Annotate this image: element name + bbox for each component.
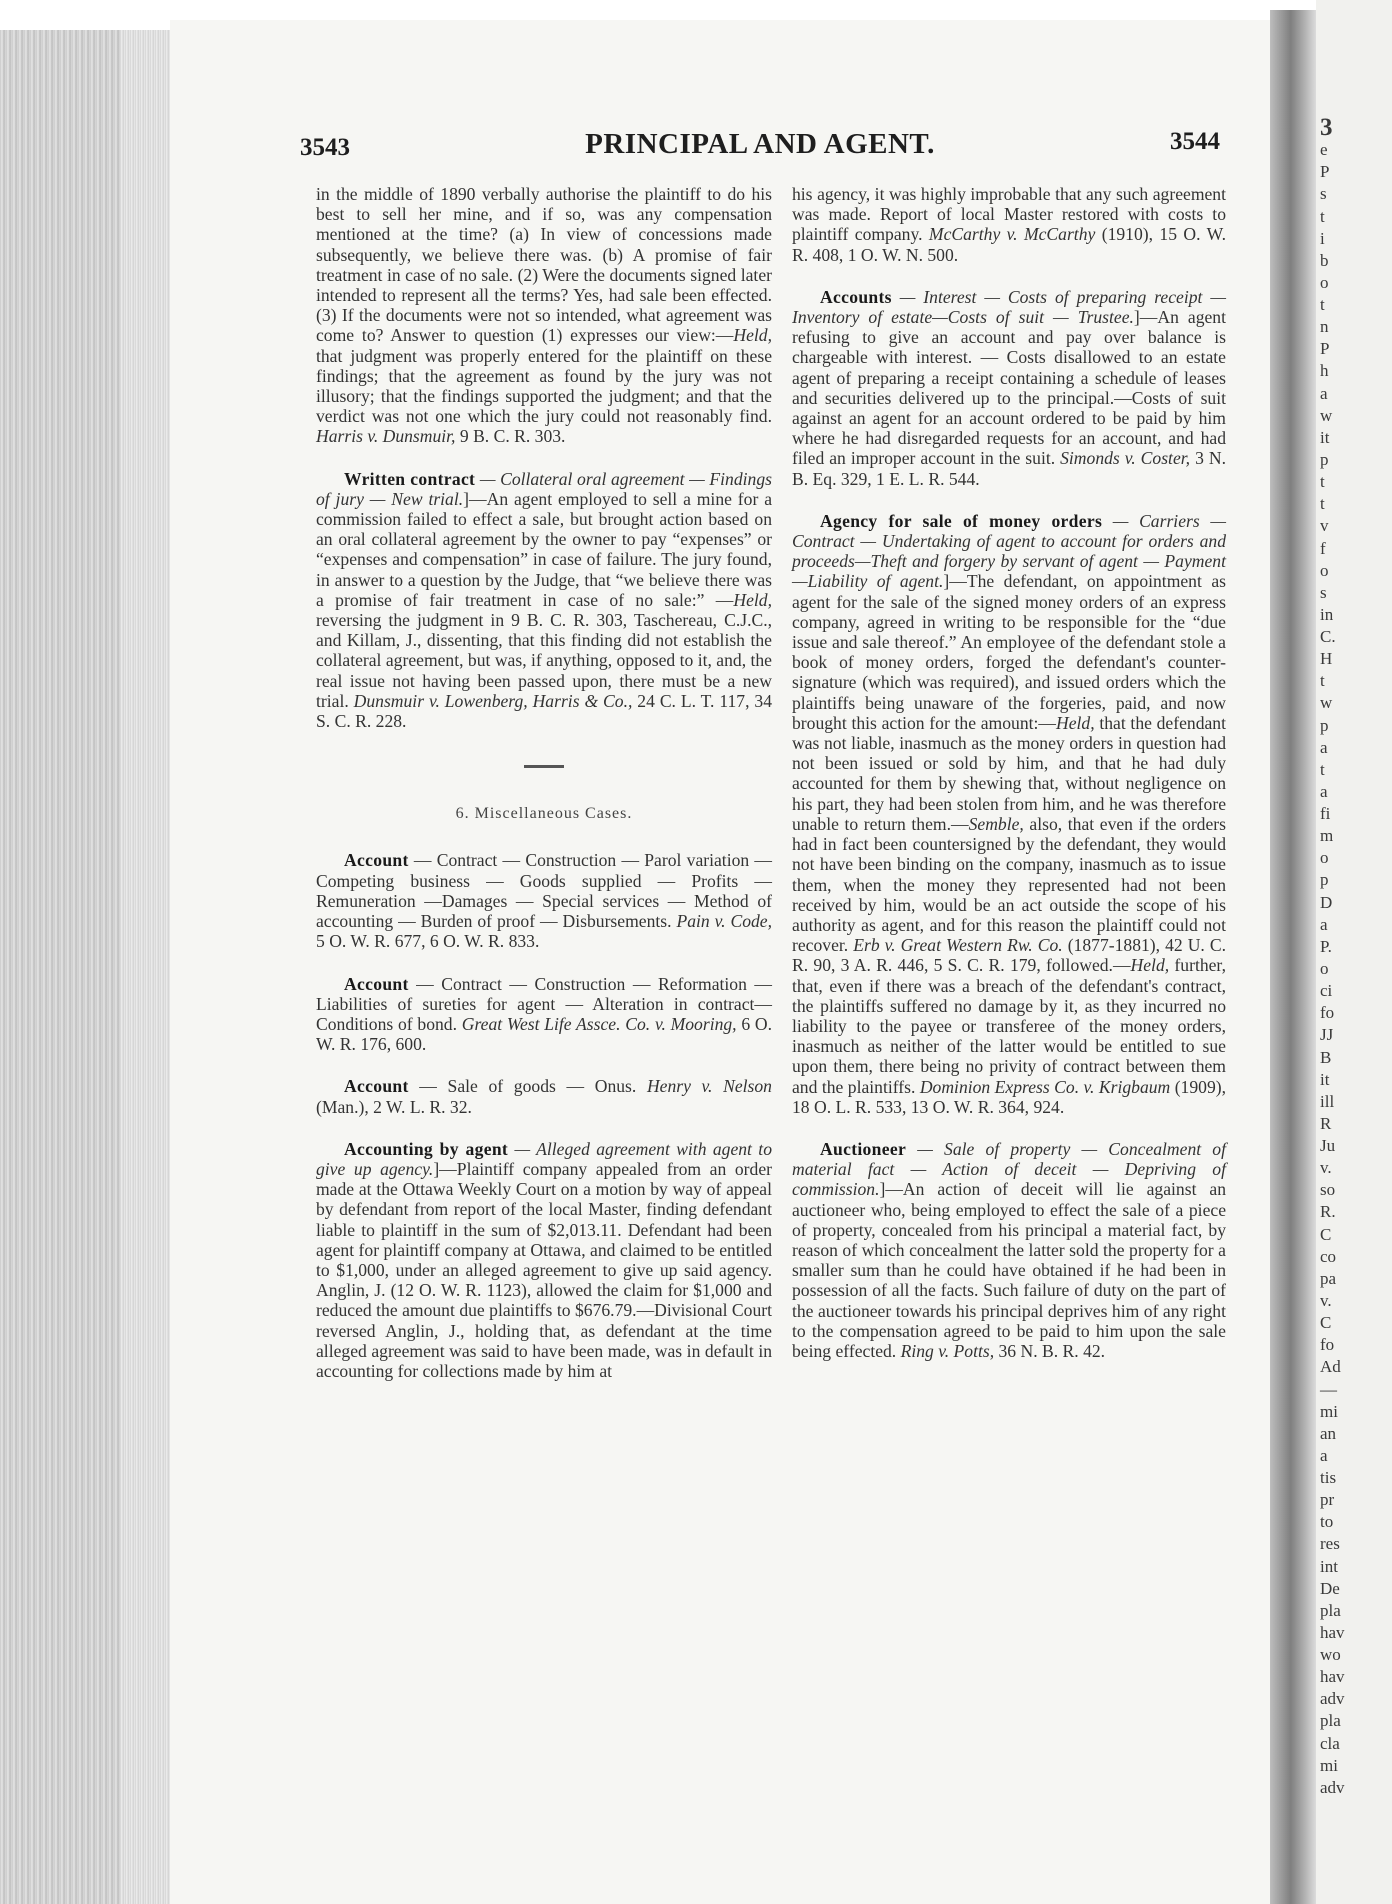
facing-page-text-fragment: o [1320,561,1329,580]
facing-page-text-fragment: tis [1320,1468,1337,1487]
entry-agency-money-orders: Agency for sale of money orders — Carriers — Contract — Undertaking of agent to account for orders and proceeds—Theft and forgery by servant of agent — Payment —Liability of agent.]—The defendant, on appointment as agent for the sale of the signed money orders of an express company, agreed in writing to be responsible for the “due issue and sale thereof.” An employee of the defendant stole a book of money orders, forged the defendant's counter-signature (which was required), and issued orders which the plaintiffs being unaware of the forgeries, paid, and now brought this action for the amount:—Held, that the defendant was not liable, inasmuch as the money orders in question had not been issued or sold by him, and that he had duly accounted for them by shewing that, without negligence on his part, they had been stolen from him, and he was therefore unable to return them.—Semble, also, that even if the orders had in fact been countersigned by the defendant, they would not have been binding on the company, inasmuch as to issue them, when the money they represented had not been received by him, would be an act outside the scope of his authority as agent, and for this reason the plaintiff could not recover. Erb v. Great Western Rw. Co. (1877-1881), 42 U. C. R. 90, 3 A. R. 446, 5 S. C. R. 179, followed.—Held, further, that, even if there was a breach of the defendant's contract, the plaintiffs suffered no damage by it, as they incurred no liability to the payee or transferee of the money orders, inasmuch as neither of the latter would be entitled to sue upon them, there being no privity of contract between them and the plaintiffs. Dominion Express Co. v. Krigbaum (1909), 18 O. L. R. 533, 13 O. W. R. 364, 924. [792,510,1226,1117]
facing-page-text-fragment: ill [1320,1092,1335,1111]
facing-page-text-fragment: res [1320,1534,1340,1553]
entry-auctioneer: Auctioneer — Sale of property — Concealment of material fact — Action of deceit — Depriving of commission.]—An action of deceit will lie against an auctioneer who, being employed to effect the sale of a piece of property, concealed from his principal a material fact, by reason of which concealment the latter sold the property for a smaller sum than he could have obtained if he had been in possession of all the facts. Such failure of duty on the part of the auctioneer towards his principal deprives him of any right to the compensation agreed to be paid to him upon the sale being effected. Ring v. Potts, 36 N. B. R. 42. [792,1138,1226,1361]
facing-page-text-fragment: H [1320,649,1333,668]
facing-page-text-fragment: t [1320,494,1325,513]
facing-page-text-fragment: wo [1320,1645,1341,1664]
facing-page-text-fragment: int [1320,1557,1338,1576]
facing-page-text-fragment: pla [1320,1711,1341,1730]
facing-page-text-fragment: pa [1320,1269,1337,1288]
facing-page-text-fragment: pla [1320,1601,1341,1620]
right-column [792,184,1226,1383]
facing-page-text-fragment: o [1320,848,1329,867]
facing-page-text-fragment: Ad [1320,1357,1341,1376]
facing-page-text-fragment: fo [1320,1003,1335,1022]
facing-page-text-fragment: it [1320,428,1330,447]
facing-page-text-fragment: mi [1320,1756,1338,1775]
page-number-left: 3543 [300,134,350,161]
facing-page-text-fragment: fo [1320,1335,1335,1354]
facing-page-text-fragment: cla [1320,1734,1340,1753]
entry-account-3: Account — Sale of goods — Onus. Henry v. Nelson (Man.), 2 W. L. R. 32. [316,1076,772,1117]
entry-accounts: Accounts — Interest — Costs of preparing receipt — Inventory of estate—Costs of suit — Trustee.]—An agent refusing to give an account and pay over balance is chargeable with interest. — Costs disallowed to an estate agent of preparing a receipt containing a schedule of leases and securities delivered up to the principal.—Costs of suit against an agent for an account ordered to be paid by him where he had disregarded requests for an account, and had filed an improper account in the suit. Simonds v. Coster, 3 N. B. Eq. 329, 1 E. L. R. 544. [792,286,1226,489]
facing-page-text-fragment: t [1320,207,1325,226]
facing-page-text-fragment: pr [1320,1490,1335,1509]
facing-page-text-fragment: ci [1320,981,1333,1000]
facing-page-text-fragment: a [1320,384,1328,403]
facing-page-text-fragment: hav [1320,1623,1345,1642]
facing-page-text-fragment: w [1320,693,1333,712]
facing-page-text-fragment: t [1320,760,1325,779]
facing-page-text-fragment: n [1320,317,1329,336]
entry-written-contract: Written contract — Collateral oral agreement — Findings of jury — New trial.]—An agent employed to sell a mine for a commission failed to effect a sale, but brought action based on an oral collateral agreement by the owner to pay “expenses” or “expenses and compensation” in case of failure. The jury found, in answer to a question by the Judge, that “we believe there was a promise of fair treatment in case of no sale:” —Held, reversing the judgment in 9 B. C. R. 303, Taschereau, C.J.C., and Killam, J., dissenting, that this finding did not establish the collateral agreement, but was, if anything, opposed to it, and, the real issue not having been passed upon, there must be a new trial. Dunsmuir v. Lowenberg, Harris & Co., 24 C. L. T. 117, 34 S. C. R. 228. [316,468,773,732]
left-column [316,184,772,1403]
facing-page-text-fragment: f [1320,539,1326,558]
facing-page-text-fragment: p [1320,716,1329,735]
facing-page-text-fragment: b [1320,251,1329,270]
facing-page-text-fragment: adv [1320,1778,1345,1797]
facing-page-text-fragment: v [1320,516,1329,535]
facing-page-text-fragment: P. [1320,937,1332,956]
facing-page-text-fragment: C [1320,1225,1332,1244]
facing-page-text-fragment: p [1320,450,1329,469]
facing-page-text-fragment: hav [1320,1667,1345,1686]
facing-page-text-fragment: P [1320,162,1330,181]
facing-page-text-fragment: so [1320,1180,1336,1199]
facing-page-text-fragment: o [1320,273,1329,292]
facing-page-text-fragment: in [1320,605,1334,624]
facing-page-text-fragment: s [1320,583,1327,602]
facing-page-text-fragment: R [1320,1114,1332,1133]
facing-page-text-fragment: De [1320,1579,1340,1598]
running-header [300,128,1220,168]
facing-page-text-fragment: v. [1320,1158,1332,1177]
facing-page-text-fragment: p [1320,870,1329,889]
facing-page-text-fragment: t [1320,671,1325,690]
facing-page-text-fragment: v. [1320,1291,1332,1310]
page-number-right: 3544 [1170,128,1220,155]
facing-page-text-fragment: it [1320,1070,1330,1089]
facing-page-text-fragment: a [1320,782,1328,801]
page-title: PRINCIPAL AND AGENT. [585,128,935,160]
facing-page-text-fragment: JJ [1320,1025,1334,1044]
section-divider [524,765,564,768]
book-gutter [1270,10,1316,1904]
facing-page-text-fragment: a [1320,915,1328,934]
facing-page-text-fragment: t [1320,295,1325,314]
facing-page-text-fragment: D [1320,893,1333,912]
facing-page-text-fragment: to [1320,1512,1334,1531]
facing-page-text-fragment: m [1320,826,1334,845]
facing-page-text-fragment: — [1320,1380,1337,1399]
facing-page-text-fragment: adv [1320,1689,1345,1708]
facing-page-text-fragment: C. [1320,627,1336,646]
facing-page-text-fragment: i [1320,229,1325,248]
facing-page-fragment [1316,0,1392,1904]
continued-paragraph-right: his agency, it was highly improbable that any such agreement was made. Report of local Master restored with costs to plaintiff company. McCarthy v. McCarthy (1910), 15 O. W. R. 408, 1 O. W. N. 500. [792,184,1227,265]
facing-page-text-fragment: e [1320,140,1328,159]
facing-page-text-fragment: an [1320,1424,1337,1443]
facing-page-text-fragment: t [1320,472,1325,491]
book-page-edges [0,30,178,1904]
facing-page-text-fragment: s [1320,184,1327,203]
facing-page-text-fragment: w [1320,406,1333,425]
facing-page-text-fragment: co [1320,1247,1337,1266]
entry-account-1: Account — Contract — Construction — Parol variation — Competing business — Goods supplied — Profits — Remuneration —Damages — Special services — Method of accounting — Burden of proof — Disbursements. Pain v. Code, 5 O. W. R. 677, 6 O. W. R. 833. [316,850,772,952]
facing-page-text-fragment: P [1320,339,1330,358]
entry-accounting-by-agent: Accounting by agent — Alleged agreement with agent to give up agency.]—Plaintiff company appealed from an order made at the Ottawa Weekly Court on a motion by way of appeal by defendant from report of the local Master, finding defendant liable to plaintiff in the sum of $2,013.11. Defendant had been agent for plaintiff company at Ottawa, and claimed to be entitled to $1,000, under an alleged agreement to give up said agency. Anglin, J. (12 O. W. R. 1123), allowed the claim for $1,000 and reduced the amount due plaintiffs to $676.79.—Divisional Court reversed Anglin, J., holding that, as defendant at the time alleged agreement was said to have been made, was in default in accounting for collections made by him at [316,1138,772,1381]
facing-page-text-fragment: a [1320,738,1328,757]
facing-page-text-fragment: B [1320,1048,1332,1067]
facing-page-text-fragment: h [1320,361,1329,380]
facing-page-text-fragment: Ju [1320,1136,1336,1155]
facing-page-text-fragment: fi [1320,804,1331,823]
facing-page-text-fragment: mi [1320,1402,1338,1421]
facing-page-text-fragment: o [1320,959,1329,978]
facing-page-text-fragment: a [1320,1446,1328,1465]
section-heading: 6. Miscellaneous Cases. [455,805,633,823]
facing-page-text-fragment: 3 [1320,114,1333,141]
facing-page-text-fragment: R. [1320,1202,1336,1221]
continued-paragraph: in the middle of 1890 verbally authorise the plaintiff to do his best to sell her mine, and if so, was any compensation mentioned at the time? (a) In view of concessions made subsequently, we believe there was. (b) A promise of fair treatment in case of no sale. (2) Were the documents signed later intended to represent all the terms? Yes, had sale been effected. (3) If the documents were not so intended, what agreement was come to? Answer to question (1) expresses our view:—Held, that judgment was properly entered for the plaintiff on these findings; that the agreement as found by the jury was not illusory; that the findings supported the judgment; and that the verdict was not one which the jury could not reasonably find. Harris v. Dunsmuir, 9 B. C. R. 303. [316,184,772,447]
facing-page-text-fragment: C [1320,1313,1332,1332]
entry-account-2: Account — Contract — Construction — Reformation — Liabilities of sureties for agent — Alteration in contract—Conditions of bond. Great West Life Assce. Co. v. Mooring, 6 O. W. R. 176, 600. [316,973,773,1055]
